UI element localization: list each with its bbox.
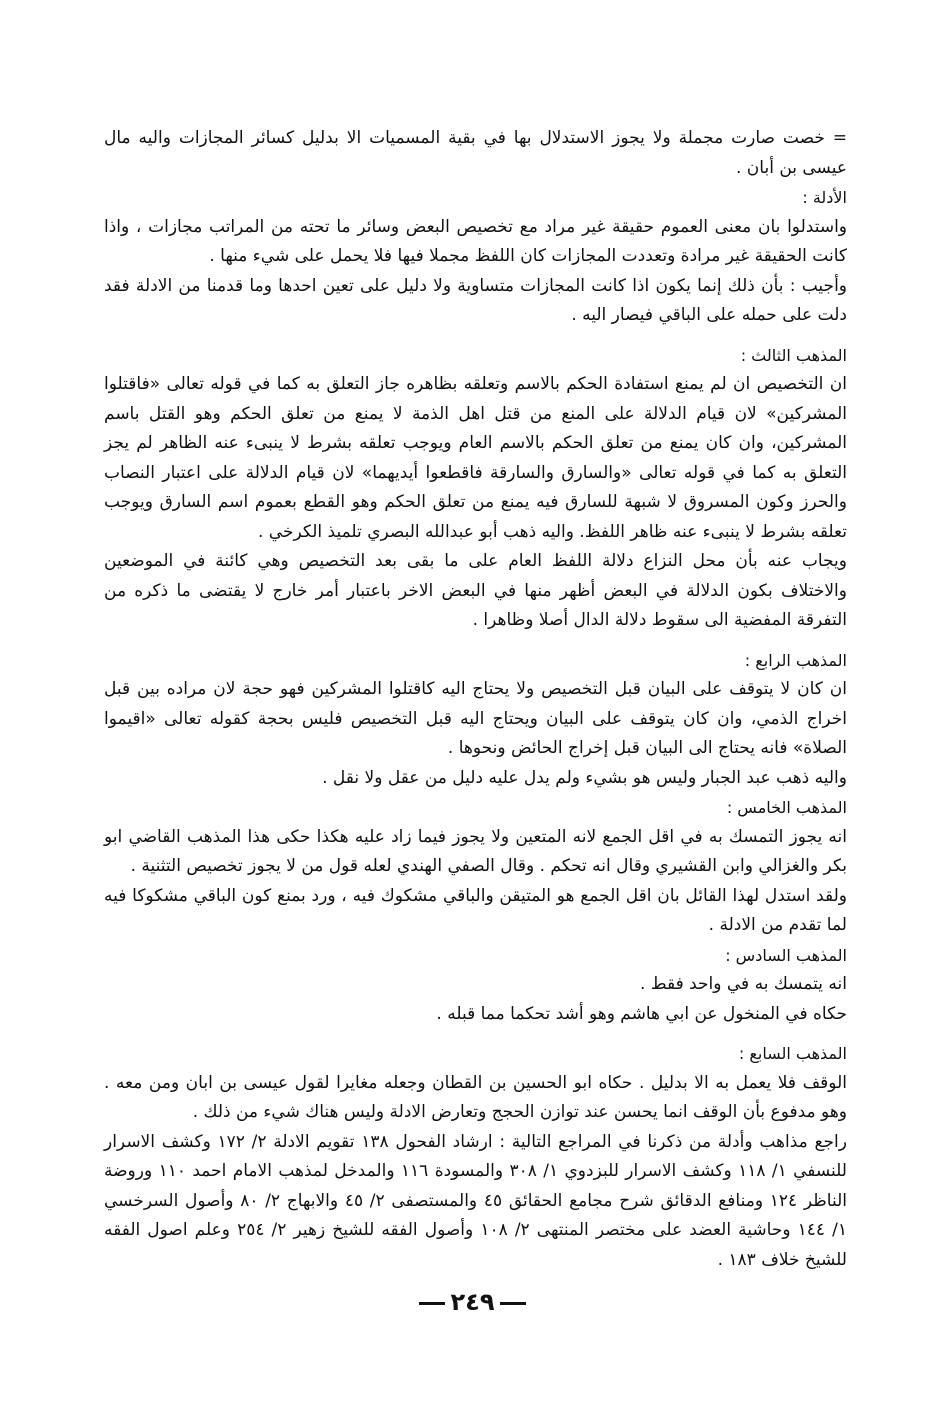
section-heading-sixth-school: المذهب السادس : [725,945,847,965]
paragraph-reply: وأجيب : بأن ذلك إنما يكون اذا كانت المجازات متساوية ولا دليل على تعين احدها وما قدمنا من الادلة فقد دلت على حمله على الباقي فيصار اليه . [104,275,847,325]
paragraph-fourth-school: ان كان لا يتوقف على البيان قبل التخصيص ولا يحتاج اليه كاقتلوا المشركين فهو حجة لان مراده بين قبل اخراج الذمي، وان كان يتوقف على البيان ويحتاج اليه قبل التخصيص فليس بحجة كقوله تعالى «اقيموا الصلاة» فانه يحتاج الى البيان قبل إخراج الحائض ونحوها . [104,679,847,758]
paragraph-evidence: واستدلوا بان معنى العموم حقيقة غير مراد مع تخصيص البعض وسائر ما تحته من المراتب مجازات ، واذا كانت الحقيقة غير مرادة وتعددت المجازات كان اللفظ مجملا فيها فلا يحمل على شيء منها . [104,216,847,266]
paragraph-references: راجع مذاهب وأدلة من ذكرنا في المراجع التالية : ارشاد الفحول ١٣٨ تقويم الادلة ٢/ ١٧٢ وكشف الاسرار للنسفي ١/ ١١٨ وكشف الاسرار للبزدوي ١/ ٣٠٨ والمسودة ١١٦ والمدخل لمذهب الامام احمد ١١٠ وروضة الناظر ١٢٤ ومنافع الدقائق شرح مجامع الحقائق ٤٥ والمستصفى ٢/ ٤٥ والابهاج ٢/ ٨٠ وأصول السرخسي ١/ ١٤٤ وحاشية العضد على مختصر المنتهى ٢/ ١٠٨ وأصول الفقه للشيخ زهير ٢/ ٢٥٤ وعلم اصول الفقه للشيخ خلاف ١٨٣ . [104,1131,848,1270]
section-heading-fifth-school: المذهب الخامس : [726,798,847,817]
paragraph-seventh-school: الوقف فلا يعمل به الا بدليل . حكاه ابو الحسين بن القطان وجعله مغايرا لقول عيسى بن ابان ومن معه . وهو مدفوع بأن الوقف انما يحسن عند توازن الحجج وتعارض الادلة وليس هناك شيء من ذلك . [104,1072,847,1122]
page-number-dash-left [419,1302,445,1305]
paragraph-fifth-school-argument: ولقد استدل لهذا القائل بان اقل الجمع هو المتيقن والباقي مشكوك فيه ، ورد بمنع كون الباقي مشكوكا فيه لما تقدم من الادلة . [104,885,847,935]
paragraph-fifth-school: انه يجوز التمسك به في اقل الجمع لانه المتعين ولا يجوز فيما زاد عليه هكذا حكى هذا المذهب القاضي ابو بكر والغزالي وابن القشيري وقال انه تحكم . وقال الصفي الهندي لعله قول من لا يجوز تخصيص التثنية . [104,826,847,876]
page-number-dash-right [500,1302,526,1305]
section-heading-seventh-school: المذهب السابع : [738,1044,847,1063]
paragraph-third-school-answer: ويجاب عنه بأن محل النزاع دلالة اللفظ العام على ما بقى بعد التخصيص وهي كائنة في الموضعين والاختلاف بكون الدلالة في البعض أظهر منها في البعض الاخر باعتبار أمر خارج لا يقتضى ما ذكره من التفرقة المفضية الى سقوط دلالة الدال أصلا وظاهرا . [104,551,847,630]
section-heading-fourth-school: المذهب الرابع : [744,650,847,670]
paragraph-sixth-school-attribution: حكاه في المنخول عن ابي هاشم وهو أشد تحكما مما قبله . [436,1003,847,1024]
paragraph-third-school: ان التخصيص ان لم يمنع استفادة الحكم بالاسم وتعلقه بظاهره جاز التعلق به كما في قوله تعالى «فاقتلوا المشركين» لان قيام الدلالة على المنع من قتل اهل الذمة لا يمنع من تعلق الحكم وهو القتل باسم المشركين، وان كان يمنع من تعلق الحكم بالاسم العام ويوجب تعلقه بشرط لا ينبىء عنه الظاهر لم يجز التعلق به كما في قوله تعالى «والسارق والسارقة فاقطعوا أيديهما» لان قيام الدلالة على اعتبار النصاب والحرز وكون المسروق لا شبهة للسارق فيه يمنع من تعلق الحكم وهو القطع بعموم اسم السارق ويوجب تعلقه بشرط لا ينبىء عنه ظاهر اللفظ. واليه ذهب أبو عبدالله البصري تلميذ الكرخي . [104,374,847,542]
paragraph-continuation: = خصت صارت مجملة ولا يجوز الاستدلال بها في بقية المسميات الا بدليل كسائر المجازات واليه مال عيسى بن أبان . [104,128,847,178]
section-heading-evidence: الأدلة : [802,188,847,207]
paragraph-sixth-school: انه يتمسك به في واحد فقط . [640,974,847,994]
page-number [0,1288,945,1316]
section-heading-third-school: المذهب الثالث : [740,345,847,365]
page-number-value: ٢٤٩ [450,1288,495,1316]
paragraph-fourth-school-attribution: واليه ذهب عبد الجبار وليس هو بشيء ولم يدل عليه دليل من عقل ولا نقل . [322,767,847,788]
